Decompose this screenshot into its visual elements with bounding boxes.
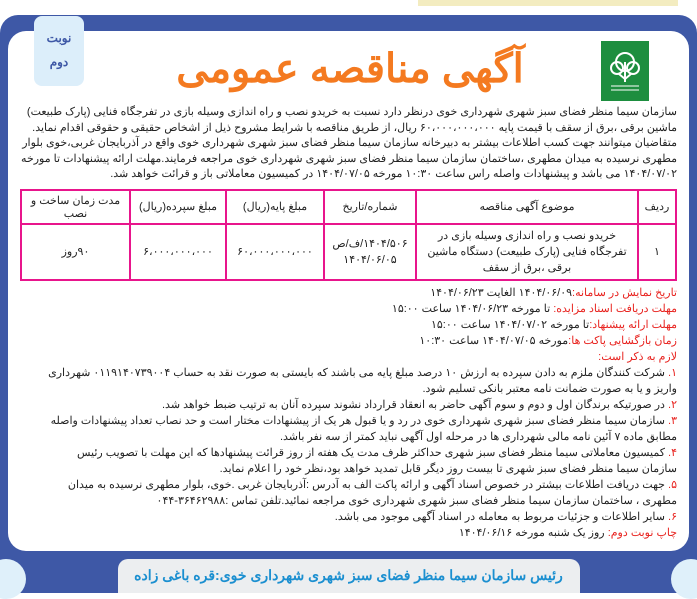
table-header xyxy=(21,190,676,224)
note-number: ۵. xyxy=(668,478,677,491)
info-label: تاریخ نمایش در سامانه: xyxy=(572,286,677,299)
top-strip xyxy=(0,0,697,15)
intro-text xyxy=(20,105,677,183)
note-item xyxy=(40,413,677,445)
info-line xyxy=(40,285,677,301)
note-number: ۶. xyxy=(668,510,677,523)
cell-duration: ۹۰روز xyxy=(21,224,130,280)
cell-deposit: ۶،۰۰۰،۰۰۰،۰۰۰ xyxy=(130,224,226,280)
info-value: تا مورخه ۱۴۰۴/۰۷/۰۲ ساعت ۱۵:۰۰ xyxy=(430,318,590,331)
organization-logo-icon xyxy=(601,41,649,101)
note-item xyxy=(40,509,677,525)
col-header: ردیف xyxy=(638,190,676,224)
notes-title: لازم به ذکر است: xyxy=(598,350,677,363)
note-item xyxy=(40,365,677,397)
info-line xyxy=(40,333,677,349)
cell-subject: خریدو نصب و راه اندازی وسیله بازی در تفرجگاه فنایی (پارک طبیعت) دستگاه ماشین برقی ،برق از سقف xyxy=(416,224,638,280)
note-number: ۱. xyxy=(668,366,677,379)
info-value: تا مورخه ۱۴۰۴/۰۶/۲۳ ساعت ۱۵:۰۰ xyxy=(391,302,554,315)
ad-title: آگهی مناقصه عمومی xyxy=(176,47,524,91)
note-text: شرکت کنندگان ملزم به دادن سپرده به ارزش ۱۰ درصد مبلغ پایه می باشند که بایستی به صورت نقد به حساب ۰۱۱۹۱۴۰۷۳۹۰۰۴ شهرداری واریز و یا به صورت ضمانت نامه معتبر بانکی تسلیم شود. xyxy=(48,366,677,395)
col-header: مبلغ سپرده(ریال) xyxy=(130,190,226,224)
ad-header xyxy=(20,39,677,105)
note-number: ۴. xyxy=(668,446,677,459)
col-header: مدت زمان ساخت و نصب xyxy=(21,190,130,224)
col-header: شماره/تاریخ xyxy=(324,190,416,224)
note-text: جهت دریافت اطلاعات بیشتر در خصوص اسناد آگهی و ارائه پاکت الف به آدرس :آذربایجان غربی .خوی، بلوار مطهری نرسیده به میدان مطهری ، ساختمان سازمان سیما منظر فضای سبز شهری شهرداری خوی مراجعه نمائید.تلفن تماس :۳۶۴۶۲۹۸۸-۰۴۴ xyxy=(67,478,677,507)
tender-date: ۱۴۰۴/۰۶/۰۵ xyxy=(343,253,397,266)
tender-number: ۱۴۰۴/۵۰۶/ف/ص xyxy=(332,237,408,250)
cell-number-date xyxy=(324,224,416,280)
badge-line1: نوبت xyxy=(46,31,72,45)
note-text: در صورتیکه برندگان اول و دوم و سوم آگهی حاضر به انعقاد قرارداد نشوند سپرده آنان به ترتیب ضبط خواهد شد. xyxy=(162,398,669,411)
info-label: مهلت ارائه پیشنهاد: xyxy=(589,318,677,331)
badge-line2: دوم xyxy=(49,55,69,69)
tender-table xyxy=(20,189,677,281)
cell-base: ۶۰،۰۰۰،۰۰۰،۰۰۰ xyxy=(226,224,324,280)
note-item xyxy=(40,477,677,509)
note-item xyxy=(40,397,677,413)
info-line xyxy=(40,301,677,317)
cell-row: ۱ xyxy=(638,224,676,280)
print-label: چاپ نوبت دوم: xyxy=(607,526,677,539)
ad-panel xyxy=(8,31,689,551)
note-text: سایر اطلاعات و جزئیات مربوط به معامله در اسناد آگهی موجود می باشد. xyxy=(334,510,669,523)
info-label: مهلت دریافت اسناد مزایده: xyxy=(553,302,677,315)
info-value: مورخه ۱۴۰۴/۰۷/۰۵ ساعت ۱۰:۳۰ xyxy=(419,334,569,347)
info-value: ۱۴۰۴/۰۶/۰۹ الغایت ۱۴۰۴/۰۶/۲۳ xyxy=(430,286,573,299)
intro-paragraph: سازمان سیما منظر فضای سبز شهری شهرداری خوی درنظر دارد نسبت به خریدو نصب و راه اندازی وسیله بازی در تفرجگاه فنایی (پارک طبیعت) ماشین برقی ،برق از سقف با قیمت پایه ۶۰،۰۰۰،۰۰۰،۰۰۰ ریال، از طریق مناقصه با شرایط مشروح ذیل از اشخاص حقیقی و حقوقی اقدام نماید. xyxy=(26,106,677,134)
print-date xyxy=(40,525,677,541)
note-number: ۳. xyxy=(668,414,677,427)
note-text: سازمان سیما منظر فضای سبز شهری شهرداری خوی در رد و یا قبول هر یک از پیشنهادات مختار است و حد نصاب تعداد پیشنهادات واصله مطابق ماده ۷ آئین نامه مالی شهرداری ها در مرحله اول آگهی نباید کمتر از سه نفر باشد. xyxy=(50,414,677,443)
col-header: مبلغ پایه(ریال) xyxy=(226,190,324,224)
info-section xyxy=(20,285,677,541)
signature-bar: رئیس سازمان سیما منظر فضای سبز شهری شهرداری خوی:قره باغی زاده xyxy=(118,559,580,593)
col-header: موضوع آگهی مناقصه xyxy=(416,190,638,224)
info-line xyxy=(40,317,677,333)
edition-badge xyxy=(34,16,84,86)
note-number: ۲. xyxy=(668,398,677,411)
note-item xyxy=(40,445,677,477)
ad-frame xyxy=(0,15,697,593)
table-row xyxy=(21,224,676,280)
print-value: روز یک شنبه مورخه ۱۴۰۴/۰۶/۱۶ xyxy=(458,526,608,539)
info-label: زمان بازگشایی پاکت ها: xyxy=(568,334,677,347)
note-text: کمیسیون معاملاتی سیما منظر فضای سبز شهری حداکثر ظرف مدت یک هفته از روز قرائت پیشنهادها که این مهلت با تصویب رئیس سازمان سیما منظر فضای سبز شهری تا بیست روز دیگر قابل تمدید خواهد بود،نظر خود را اعلام نماید. xyxy=(77,446,677,475)
intro-paragraph: متقاضیان میتوانند جهت کسب اطلاعات بیشتر به دبیرخانه سازمان سیما منظر فضای سبز شهری شهرداری خوی واقع در آذربایجان غربی،خوی بلوار مطهری نرسیده به میدان مطهری ،ساختمان سازمان سیما منظر فضای سبز شهری شهرداری خوی مراجعه فرمایند.مهلت ارائه پیشنهادات تا مورخه ۱۴۰۴/۰۷/۰۲ می باشد و پیشنهادات واصله راس ساعت ۱۰:۳۰ مورخه ۱۴۰۴/۰۷/۰۵ در کمیسیون معاملاتی باز و قرائت خواهد شد. xyxy=(21,137,677,180)
